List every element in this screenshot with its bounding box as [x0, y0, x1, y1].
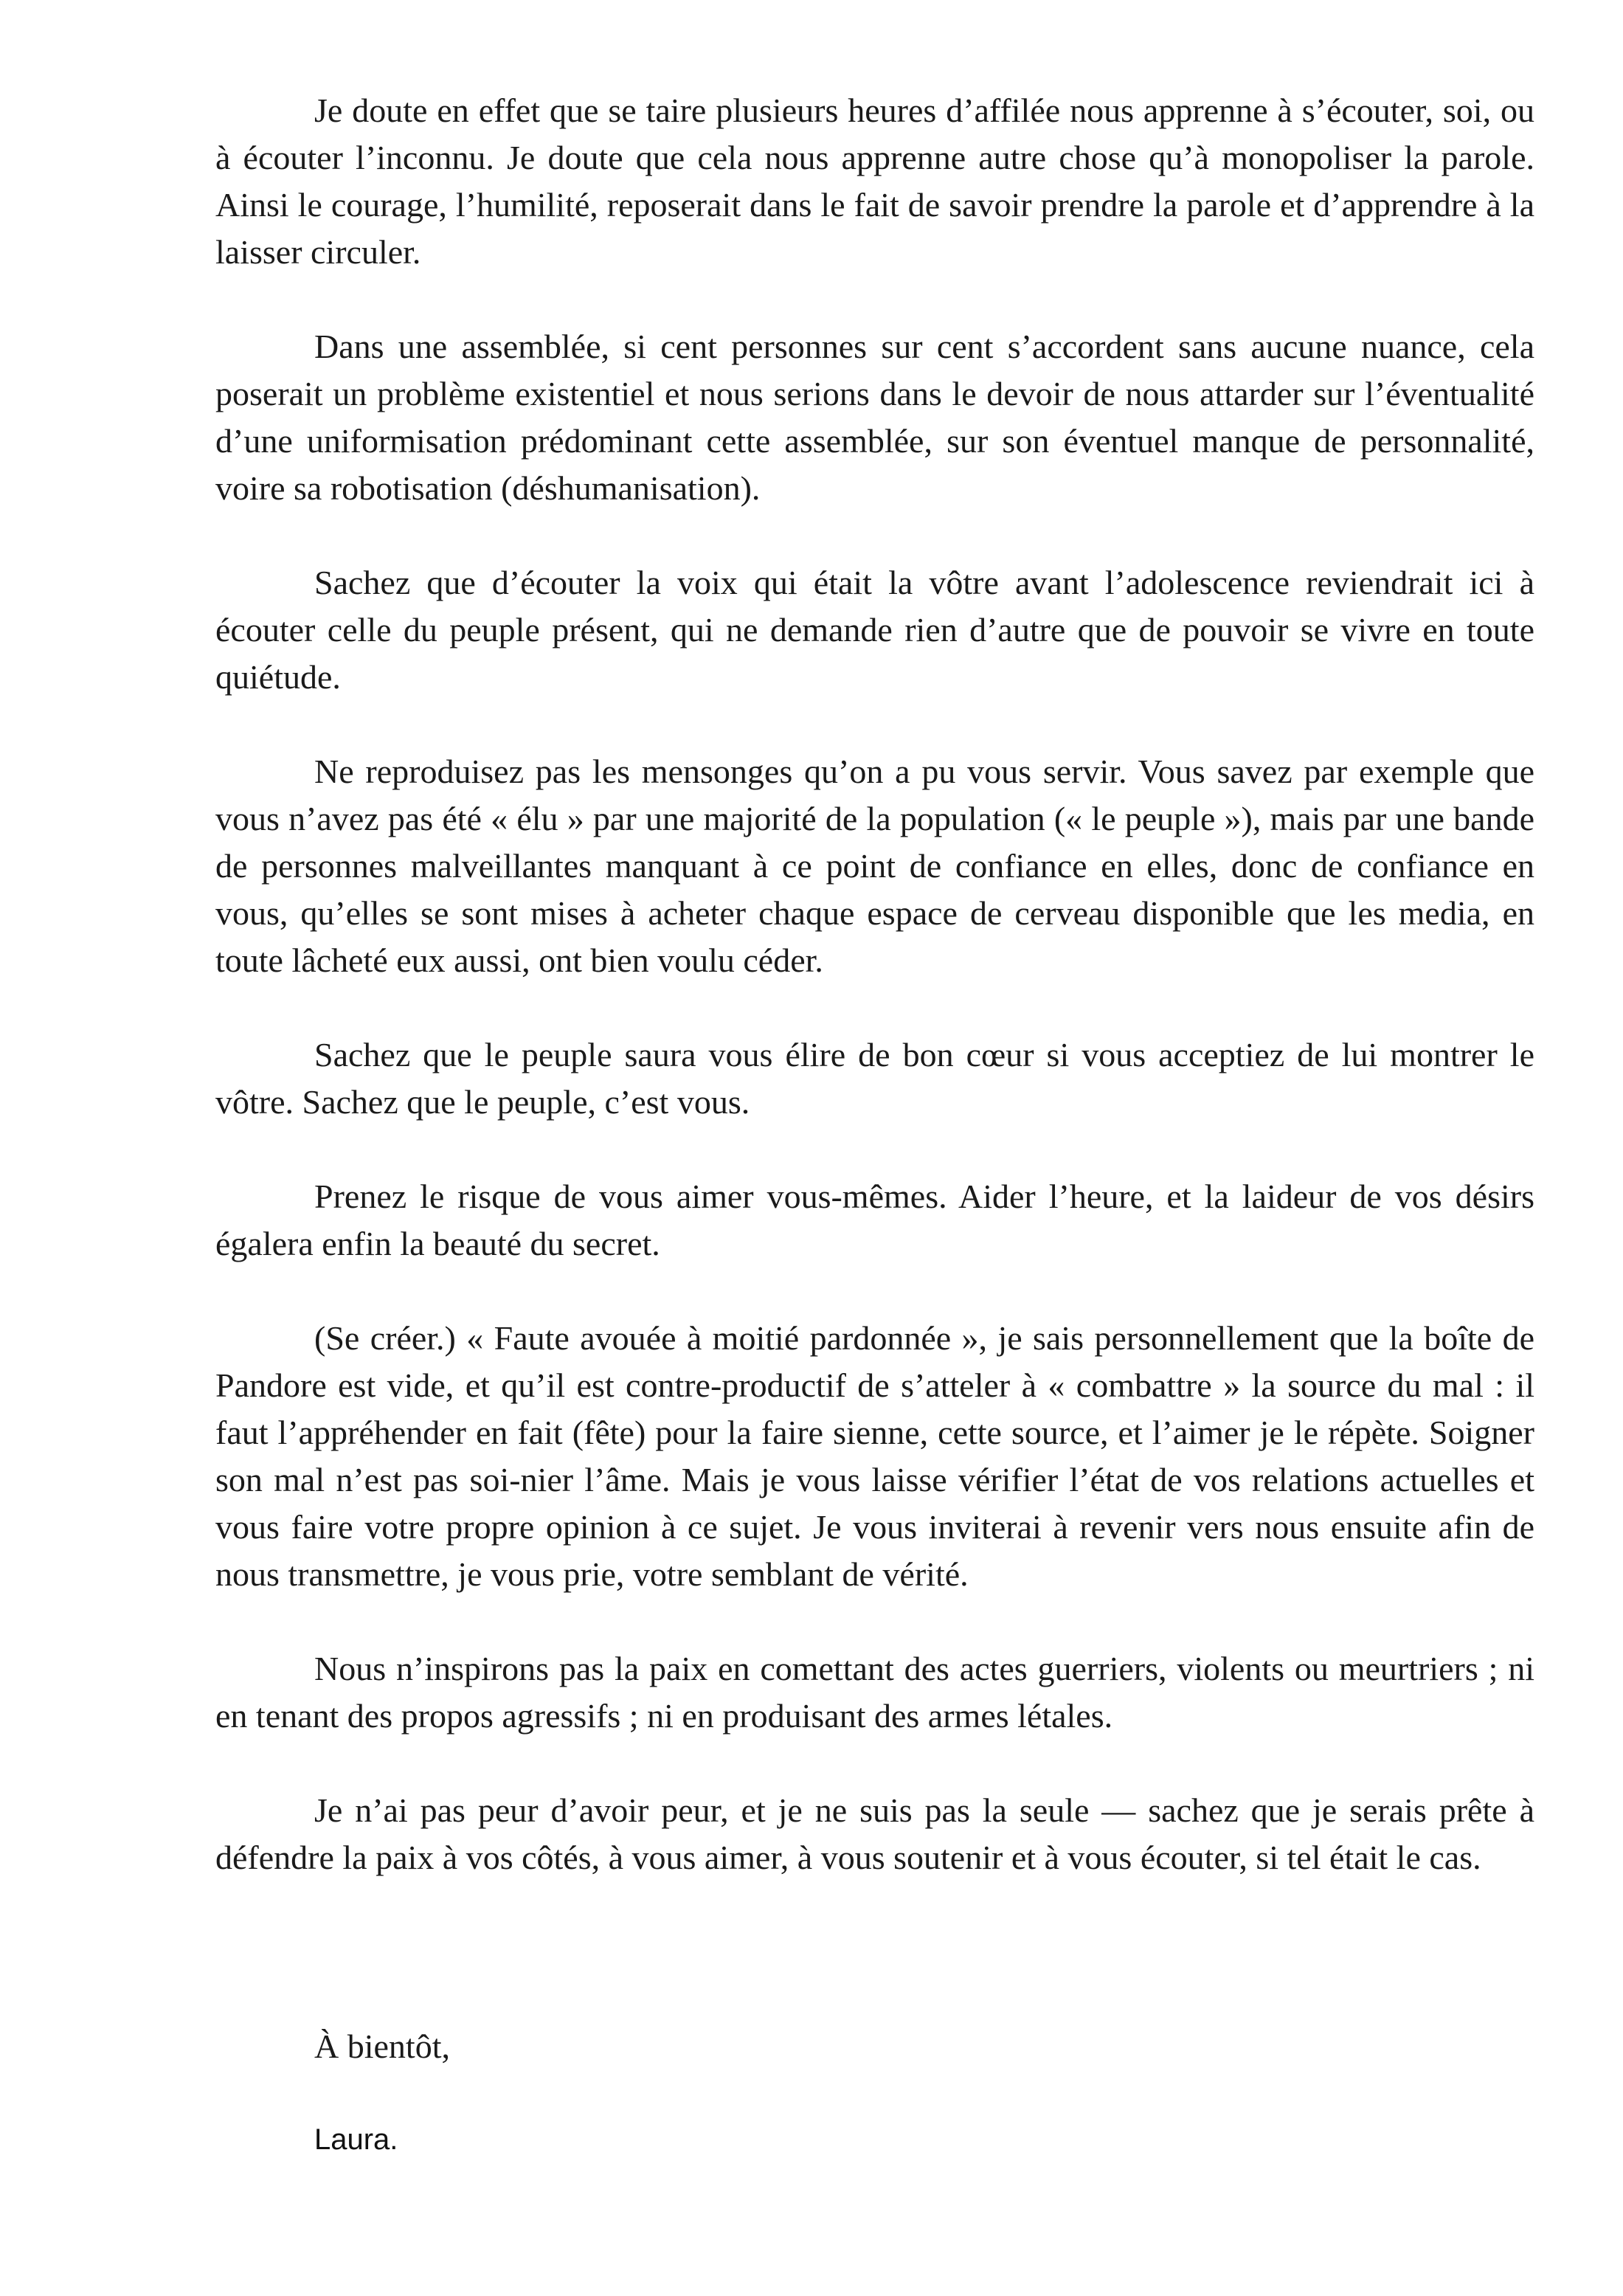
- paragraph-6: Prenez le risque de vous aimer vous-mêmes. Aider l’heure, et la laideur de vos désirs égalera enfin la beauté du secret.: [215, 1178, 1534, 1262]
- paragraph-2: Dans une assemblée, si cent personnes sur cent s’accordent sans aucune nuance, cela poserait un problème existentiel et nous serions dans le devoir de nous attarder sur l’éventualité d’une uniformisation prédominant cette assemblée, sur son éventuel manque de personnalité, voire sa robotisation (déshumanisation).: [215, 328, 1534, 507]
- paragraph-1: Je doute en effet que se taire plusieurs heures d’affilée nous apprenne à s’écouter, soi, ou à écouter l’inconnu. Je doute que cela nous apprenne autre chose qu’à monopoliser la parole. Ainsi le courage, l’humilité, reposerait dans le fait de savoir prendre la parole et d’apprendre à la laisser circuler.: [215, 91, 1534, 271]
- paragraph-9: Je n’ai pas peur d’avoir peur, et je ne suis pas la seule — sachez que je serais prête à défendre la paix à vos côtés, à vous aimer, à vous soutenir et à vous écouter, si tel était le cas.: [215, 1791, 1534, 1876]
- letter-body: [215, 87, 1534, 1929]
- paragraph-4: Ne reproduisez pas les mensonges qu’on a pu vous servir. Vous savez par exemple que vous n’avez pas été « élu » par une majorité de la population (« le peuple »), mais par une bande de personnes malveillantes manquant à ce point de confiance en elles, donc de confiance en vous, qu’elles se sont mises à acheter chaque espace de cerveau disponible que les media, en toute lâcheté eux aussi, ont bien voulu céder.: [215, 753, 1534, 979]
- paragraph-8: Nous n’inspirons pas la paix en comettant des actes guerriers, violents ou meurtriers ; ni en tenant des propos agressifs ; ni en produisant des armes létales.: [215, 1650, 1534, 1735]
- closing-salutation: À bientôt,: [314, 2027, 450, 2065]
- paragraph-7: (Se créer.) « Faute avouée à moitié pardonnée », je sais personnellement que la boîte de Pandore est vide, et qu’il est contre-productif de s’atteler à « combattre » la source du mal : il faut l’appréhender en fait (fête) pour la faire sienne, cette source, et l’aimer je le répète. Soigner son mal n’est pas soi-nier l’âme. Mais je vous laisse vérifier l’état de vos relations actuelles et vous faire votre propre opinion à ce sujet. Je vous inviterai à revenir vers nous ensuite afin de nous transmettre, je vous prie, votre semblant de vérité.: [215, 1319, 1534, 1593]
- paragraph-5: Sachez que le peuple saura vous élire de bon cœur si vous acceptiez de lui montrer le vôtre. Sachez que le peuple, c’est vous.: [215, 1036, 1534, 1121]
- signature: Laura.: [314, 2123, 398, 2156]
- paragraph-3: Sachez que d’écouter la voix qui était la vôtre avant l’adolescence reviendrait ici à écouter celle du peuple présent, qui ne demande rien d’autre que de pouvoir se vivre en toute quiétude.: [215, 564, 1534, 696]
